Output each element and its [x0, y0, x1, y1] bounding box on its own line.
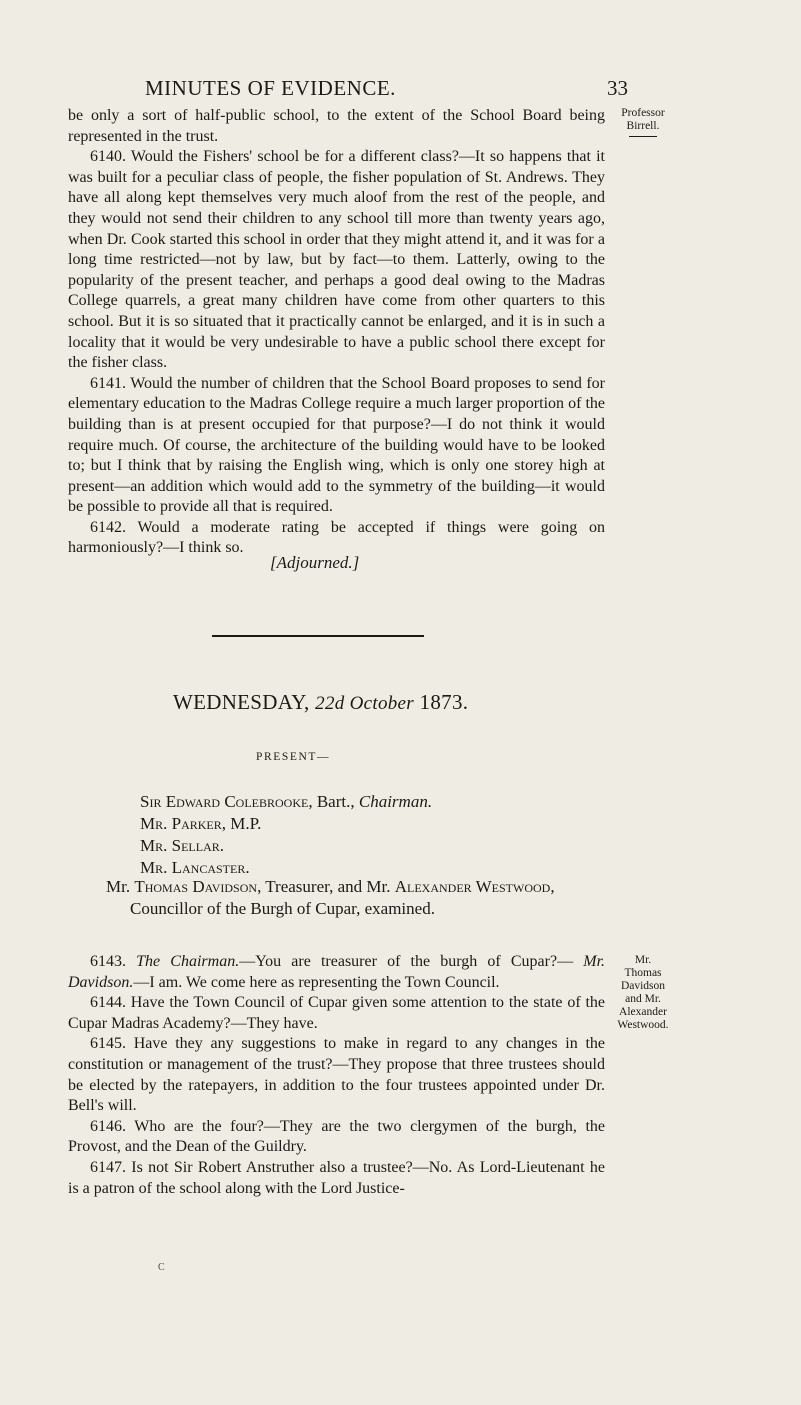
- member-name: Mr. Parker,: [140, 814, 226, 833]
- question-6143: [68, 952, 605, 993]
- question-text: —You are treasurer of the burgh of Cupar?—: [239, 953, 574, 970]
- question-6146: 6146. Who are the four?—They are the two clergymen of the burgh, the Provost, and the Dean of the Guildry.: [68, 1117, 605, 1156]
- page-number: 33: [607, 76, 628, 100]
- witness-name: Alexander Westwood: [394, 877, 551, 896]
- sitting-year: 1873.: [419, 690, 469, 714]
- paragraph: be only a sort of half-public school, to the extent of the School Board being represented in the trust.: [68, 107, 605, 145]
- margin-note-line: and Mr.: [625, 993, 661, 1005]
- margin-note-line: Westwood.: [617, 1019, 669, 1031]
- margin-note-line: Davidson: [620, 980, 666, 992]
- present-member: [140, 813, 432, 835]
- running-title: MINUTES OF EVIDENCE.: [145, 76, 396, 100]
- paragraph: 6141. Would the number of children that the School Board proposes to send for elementary education to the Madras College require a much larger proportion of the building than is at present occupied for that purpose?—I do not think it would require much. Of course, the architecture of the building would have to be looked to; but I think that by raising the English wing, which is only one storey high at present—an addition which would add to the symmetry of the building—it would be possible to provide all that is required.: [68, 374, 605, 516]
- question-6144: 6144. Have the Town Council of Cupar given some attention to the state of the Cupar Madras Academy?—They have.: [68, 994, 605, 1032]
- margin-note-witness: [608, 107, 678, 137]
- margin-note-line: Professor: [621, 107, 665, 119]
- sitting-day: WEDNESDAY,: [173, 690, 310, 714]
- present-member: [140, 835, 432, 857]
- question-6147: 6147. Is not Sir Robert Anstruther also a trustee?—No. As Lord-Lieutenant he is a patron of the school along with the Lord Justice-: [68, 1158, 605, 1197]
- member-role: Chairman.: [358, 792, 433, 811]
- speaker: The Chairman.: [136, 953, 240, 970]
- member-name: Mr. Sellar.: [140, 836, 224, 855]
- margin-note-line: Mr.: [634, 954, 652, 966]
- intro-text: , Treasurer, and Mr.: [257, 877, 395, 896]
- witness-intro: [106, 876, 600, 920]
- margin-note-line: Birrell.: [626, 120, 660, 132]
- sitting-date: 22d October: [315, 693, 414, 714]
- speaker: Mr. Davidson.: [68, 953, 606, 991]
- member-name: Mr. Lancaster.: [140, 858, 250, 877]
- present-list: [140, 791, 432, 879]
- paragraph: 6140. Would the Fishers' school be for a different class?—It so happens that it was built for a peculiar class of people, the fisher population of St. Andrews. They have all along kept themselves very much aloof from the rest of the people, and they would not send their children to any school till more than twenty years ago, when Dr. Cook started this school in order that they might attend it, and it was for a long time restricted—not by law, but by fact—to them. Latterly, owing to the popularity of the present teacher, and perhaps a good deal owing to the Madras College quarrels, a great many children have come from other quarters to this school. But it is so situated that it practically cannot be enlarged, and it is in such a locality that it would be very undesirable to have a public school there except for the fisher class.: [68, 148, 605, 372]
- member-suffix: Bart.,: [312, 792, 359, 811]
- member-suffix: M.P.: [226, 814, 262, 833]
- margin-note-rule: [629, 136, 657, 137]
- body-text-bottom: [68, 952, 605, 1199]
- body-text-top: [68, 106, 605, 559]
- present-label: PRESENT—: [256, 751, 331, 763]
- witness-name: Thomas Davidson: [134, 877, 258, 896]
- intro-text: , Councillor of the Burgh of Cupar, examined.: [130, 877, 555, 918]
- member-name: Sir Edward Colebrooke,: [140, 792, 313, 811]
- intro-text: Mr.: [106, 877, 135, 896]
- margin-note-line: Thomas: [624, 967, 662, 979]
- section-separator: [212, 635, 424, 637]
- page-header: [80, 10, 720, 100]
- adjourned-note: [Adjourned.]: [270, 553, 360, 572]
- margin-note-line: Alexander: [619, 1006, 667, 1018]
- paragraph: 6142. Would a moderate rating be accepted if things were going on harmoniously?—I think so.: [68, 518, 605, 557]
- question-6145: 6145. Have they any suggestions to make in regard to any changes in the constitution or management of the trust?—They propose that three trustees should be elected by the ratepayers, in addition to the four trustees appointed under Dr. Bell's will.: [68, 1035, 605, 1115]
- present-member: [140, 791, 432, 813]
- sitting-date-heading: [173, 690, 468, 715]
- margin-note-witnesses: [603, 954, 683, 1032]
- question-number: 6143.: [90, 953, 126, 970]
- signature-mark: C: [158, 1262, 165, 1273]
- answer-text: —I am. We come here as representing the Town Council.: [133, 973, 500, 991]
